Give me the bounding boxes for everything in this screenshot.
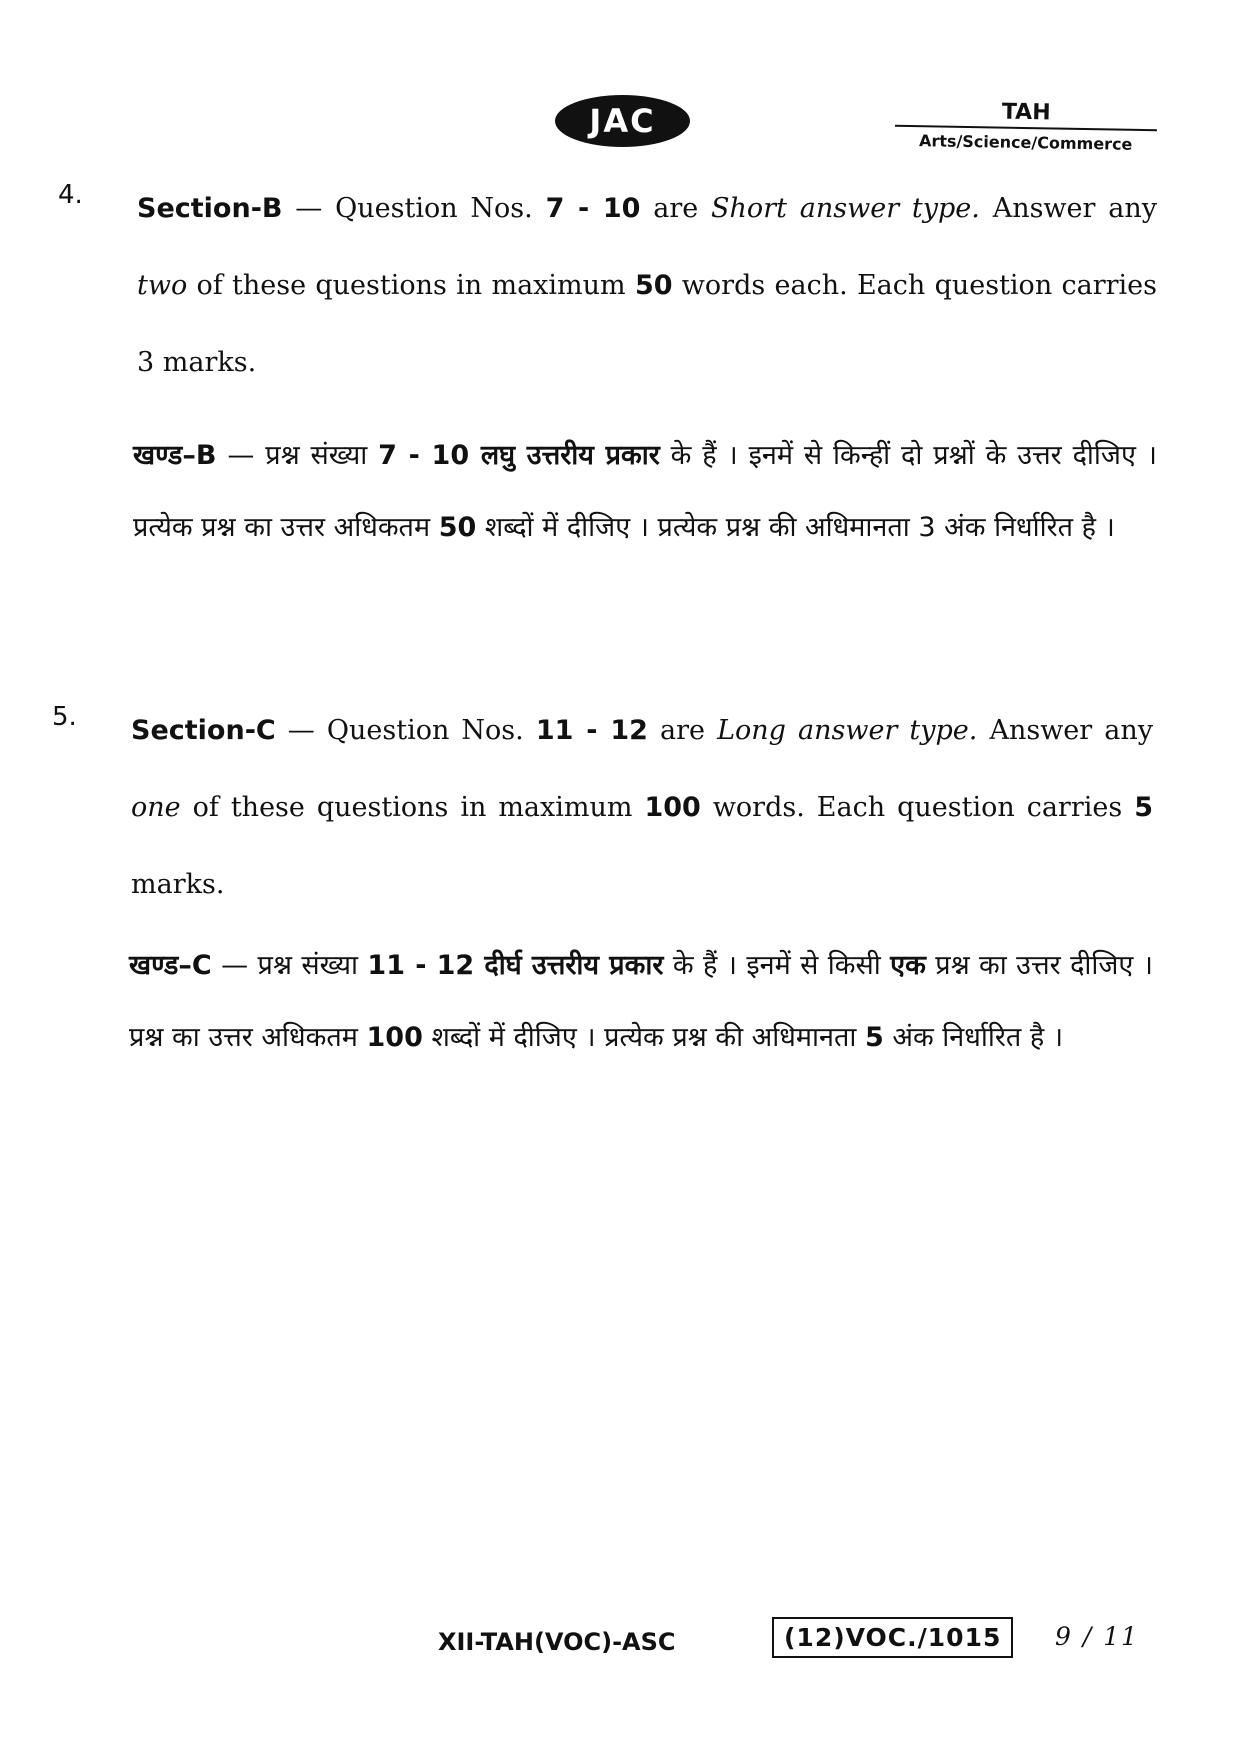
section-b-label: Section-B	[137, 193, 283, 224]
item-number-4: 4.	[58, 180, 83, 210]
paper-code: XII-TAH(VOC)-ASC	[438, 1628, 676, 1656]
section-c-english: Section-C — Question Nos. 11 - 12 are Long answer type. Answer any one of these questions in maximum 100 words. Each question carries 5 marks.	[131, 715, 1153, 900]
subject-stream-label	[895, 98, 1158, 155]
section-c-hindi: खण्ड–C — प्रश्न संख्या 11 - 12 दीर्घ उत्तरीय प्रकार के हैं । इनमें से किसी एक प्रश्न का उत्तर दीजिए । प्रश्न का उत्तर अधिकतम 100 शब्दों में दीजिए । प्रत्येक प्रश्न की अधिमानता 5 अंक निर्धारित है ।	[129, 950, 1153, 1053]
subject-code: TAH	[895, 98, 1157, 132]
section-b-english: Section-B — Question Nos. 7 - 10 are Short answer type. Answer any two of these questions in maximum 50 words each. Each question carries 3 marks.	[137, 193, 1157, 378]
khand-c-label: खण्ड–C	[129, 950, 212, 981]
item-number-5: 5.	[52, 702, 77, 732]
section-b-hindi: खण्ड–B — प्रश्न संख्या 7 - 10 लघु उत्तरीय प्रकार के हैं । इनमें से किन्हीं दो प्रश्नों के उत्तर दीजिए । प्रत्येक प्रश्न का उत्तर अधिकतम 50 शब्दों में दीजिए । प्रत्येक प्रश्न की अधिमानता 3 अंक निर्धारित है ।	[133, 440, 1158, 543]
boxed-paper-code: (12)VOC./1015	[772, 1617, 1013, 1658]
streams-text: Arts/Science/Commerce	[918, 131, 1133, 154]
khand-b-label: खण्ड–B	[133, 440, 217, 471]
section-c-label: Section-C	[131, 715, 276, 746]
logo-text: JAC	[589, 102, 656, 140]
page-number: 9 / 11	[1055, 1622, 1140, 1651]
jac-logo	[555, 95, 690, 147]
